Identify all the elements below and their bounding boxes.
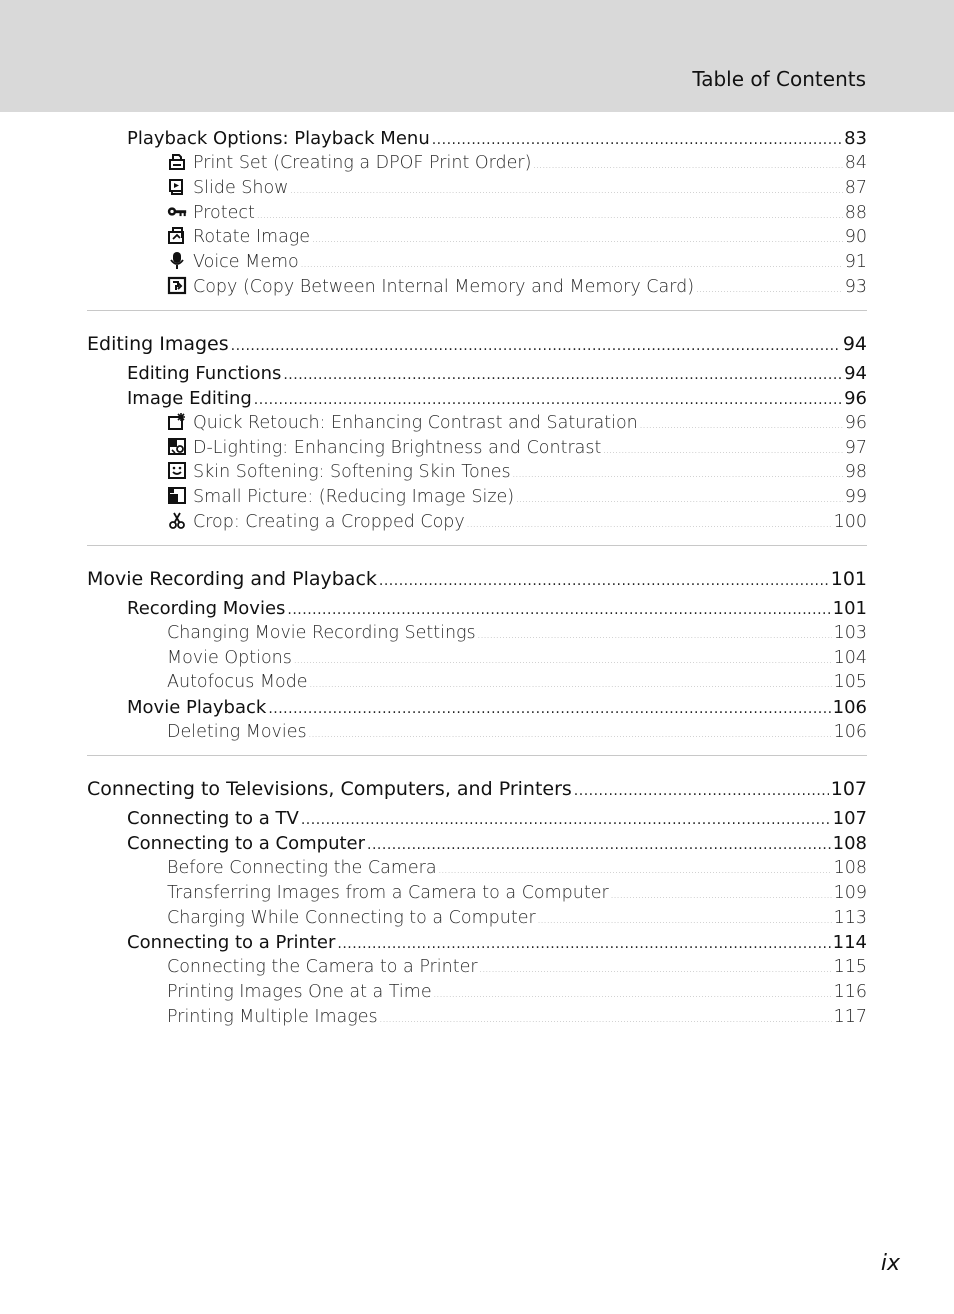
toc-entry-small-picture-reducing-image-size[interactable] xyxy=(167,485,867,510)
toc-entry-label xyxy=(127,831,365,856)
dot-leader xyxy=(538,909,832,934)
toc-entry-quick-retouch-enhancing-contrast-and-saturation[interactable] xyxy=(167,411,867,436)
dot-leader xyxy=(696,278,843,303)
dot-leader xyxy=(337,932,830,957)
toc-entry-label xyxy=(167,225,310,250)
toc-entry-text: Connecting to a Computer xyxy=(127,832,366,854)
toc-entry-movie-playback[interactable] xyxy=(127,695,867,720)
toc-entry-page: 104 xyxy=(833,647,867,668)
dot-leader xyxy=(310,673,832,698)
toc-entry-page: 99 xyxy=(844,487,867,508)
toc-entry-label xyxy=(87,774,572,804)
toc-entry-label xyxy=(127,930,335,955)
toc-entry-label xyxy=(167,621,476,646)
toc-entry-d-lighting-enhancing-brightness-and-contrast[interactable] xyxy=(167,436,867,461)
page-header xyxy=(0,0,954,112)
dot-leader xyxy=(379,566,829,596)
toc-entry-label xyxy=(167,250,299,275)
toc-entry-label xyxy=(87,564,377,594)
toc-entry-label xyxy=(167,411,638,436)
skin-softening-icon xyxy=(167,461,187,480)
toc-entry-text: Print Set (Creating a DPOF Print Order) xyxy=(193,153,532,173)
toc-entry-changing-movie-recording-settings[interactable] xyxy=(167,621,867,646)
toc-entry-text: Deleting Movies xyxy=(167,722,307,743)
dot-leader xyxy=(467,513,832,538)
toc-entry-page: 114 xyxy=(832,932,867,954)
toc-entry-page: 108 xyxy=(833,857,867,878)
toc-entry-label xyxy=(167,201,255,226)
toc-entry-page: 84 xyxy=(844,153,867,173)
d-lighting-icon xyxy=(167,437,187,456)
toc-entry-text: Autofocus Mode xyxy=(167,672,308,693)
toc-entry-page: 97 xyxy=(844,437,867,458)
toc-entry-label xyxy=(127,596,285,621)
toc-entry-text: Connecting to a Printer xyxy=(127,932,336,954)
dot-leader xyxy=(257,204,843,229)
toc-entry-page: 83 xyxy=(844,128,867,149)
toc-entry-slide-show[interactable] xyxy=(167,176,867,201)
toc-entry-text: Quick Retouch: Enhancing Contrast and Saturation xyxy=(193,412,638,433)
toc-entry-transferring-images-from-a-camera-to-a-computer[interactable] xyxy=(167,881,867,906)
toc-entry-connecting-to-a-printer[interactable] xyxy=(127,930,867,955)
dot-leader xyxy=(287,598,830,623)
toc-entry-page: 107 xyxy=(832,807,867,829)
toc-entry-label xyxy=(127,386,252,411)
dot-leader xyxy=(640,414,843,439)
toc-entry-page: 91 xyxy=(844,252,867,273)
toc-entry-label xyxy=(167,906,536,931)
toc-entry-text: Before Connecting the Camera xyxy=(167,857,437,878)
toc-entry-text: Copy (Copy Between Internal Memory and Memory Card) xyxy=(193,276,695,297)
toc-entry-page: 88 xyxy=(844,202,867,223)
header-title: Table of Contents xyxy=(692,67,866,91)
toc-entry-connecting-to-a-computer[interactable] xyxy=(127,831,867,856)
toc-entry-label xyxy=(127,806,299,831)
dot-leader xyxy=(478,624,832,649)
toc-entry-text: Printing Images One at a Time xyxy=(167,982,432,1003)
toc-entry-text: Editing Images xyxy=(87,332,229,355)
toc-entry-text: Connecting to a TV xyxy=(127,807,299,829)
dot-leader xyxy=(434,983,832,1008)
toc-entry-printing-images-one-at-a-time[interactable] xyxy=(167,980,867,1005)
toc-entry-text: Small Picture: (Reducing Image Size) xyxy=(193,487,515,508)
toc-entry-label xyxy=(167,646,292,671)
toc-entry-label xyxy=(167,436,601,461)
small-picture-icon xyxy=(167,486,187,505)
toc-entry-connecting-to-televisions-computers-and-printers[interactable] xyxy=(87,774,867,804)
toc-entry-text: Skin Softening: Softening Skin Tones xyxy=(193,462,511,483)
dot-leader xyxy=(367,833,831,858)
dot-leader xyxy=(309,723,832,748)
toc-entry-page: 106 xyxy=(833,722,867,743)
copy-icon xyxy=(167,276,187,295)
toc-entry-label xyxy=(87,329,229,359)
toc-entry-editing-images[interactable] xyxy=(87,329,867,359)
toc-entry-page: 106 xyxy=(832,697,867,719)
dot-leader xyxy=(291,179,843,204)
rotate-image-icon xyxy=(167,226,187,245)
toc-entry-text: Protect xyxy=(193,202,255,223)
toc-entry-connecting-to-a-tv[interactable] xyxy=(127,806,867,831)
toc-entry-page: 96 xyxy=(844,387,867,409)
dot-leader xyxy=(380,1008,832,1033)
toc-entry-text: Connecting the Camera to a Printer xyxy=(167,957,478,978)
dot-leader xyxy=(268,697,830,722)
toc-entry-text: Crop: Creating a Cropped Copy xyxy=(193,511,465,532)
toc-entry-label xyxy=(167,980,432,1005)
toc-entry-page: 109 xyxy=(833,882,867,903)
toc-entry-label xyxy=(167,176,289,201)
toc-entry-text: Movie Playback xyxy=(127,697,267,719)
toc-entry-page: 113 xyxy=(833,907,867,928)
toc-entry-text: Recording Movies xyxy=(127,597,286,619)
toc-entry-page: 115 xyxy=(833,957,867,978)
toc-entry-page: 98 xyxy=(844,462,867,483)
toc-entry-page: 105 xyxy=(833,672,867,693)
toc-entry-text: Connecting to Televisions, Computers, and Printers xyxy=(87,777,572,800)
dot-leader xyxy=(283,363,842,388)
toc-entry-label xyxy=(167,955,478,980)
toc-entry-movie-options[interactable] xyxy=(167,646,867,671)
toc-entry-label xyxy=(167,881,609,906)
toc-entry-text: Charging While Connecting to a Computer xyxy=(167,907,536,928)
toc-entry-text: Image Editing xyxy=(127,387,252,409)
dot-leader xyxy=(516,488,843,513)
toc-entry-before-connecting-the-camera[interactable] xyxy=(167,856,867,881)
toc-entry-label xyxy=(127,695,266,720)
dot-leader xyxy=(574,776,829,806)
toc-entry-text: D-Lighting: Enhancing Brightness and Contrast xyxy=(193,437,602,458)
toc-entry-skin-softening-softening-skin-tones[interactable] xyxy=(167,460,867,485)
dot-leader xyxy=(603,439,842,464)
quick-retouch-icon xyxy=(167,412,187,431)
toc-entry-recording-movies[interactable] xyxy=(127,596,867,621)
dot-leader xyxy=(301,808,831,833)
dot-leader xyxy=(513,463,843,488)
toc-entry-playback-options-playback-menu[interactable] xyxy=(127,126,867,151)
toc-entry-text: Editing Functions xyxy=(127,362,282,384)
table-of-contents xyxy=(87,126,867,1030)
toc-entry-page: 100 xyxy=(833,511,867,532)
toc-entry-label xyxy=(167,485,514,510)
page-number: ix xyxy=(880,1251,900,1276)
toc-entry-crop-creating-a-cropped-copy[interactable] xyxy=(167,510,867,535)
toc-entry-voice-memo[interactable] xyxy=(167,250,867,275)
toc-entry-page: 116 xyxy=(833,982,867,1003)
toc-entry-print-set-creating-a-dpof-print-order[interactable] xyxy=(167,151,867,176)
toc-entry-page: 108 xyxy=(832,832,867,854)
voice-memo-icon xyxy=(167,251,187,270)
dot-leader xyxy=(432,128,842,153)
toc-entry-editing-functions[interactable] xyxy=(127,361,867,386)
dot-leader xyxy=(294,649,832,674)
toc-entry-page: 117 xyxy=(833,1006,867,1027)
crop-scissors-icon xyxy=(167,511,187,530)
toc-entry-charging-while-connecting-to-a-computer[interactable] xyxy=(167,906,867,931)
toc-entry-protect[interactable] xyxy=(167,201,867,226)
toc-entry-label xyxy=(167,670,308,695)
toc-entry-label xyxy=(127,361,281,386)
toc-entry-text: Changing Movie Recording Settings xyxy=(167,622,476,643)
toc-entry-image-editing[interactable] xyxy=(127,386,867,411)
toc-entry-deleting-movies[interactable] xyxy=(167,720,867,745)
dot-leader xyxy=(254,388,842,413)
toc-entry-text: Rotate Image xyxy=(193,227,311,248)
slide-show-icon xyxy=(167,177,187,196)
toc-entry-page: 103 xyxy=(833,622,867,643)
toc-entry-label xyxy=(167,1005,378,1030)
dot-leader xyxy=(533,154,842,179)
toc-entry-text: Movie Options xyxy=(167,647,292,668)
toc-entry-page: 101 xyxy=(832,597,867,619)
toc-entry-text: Movie Recording and Playback xyxy=(87,567,377,590)
toc-entry-connecting-the-camera-to-a-printer[interactable] xyxy=(167,955,867,980)
dot-leader xyxy=(312,228,843,253)
toc-entry-page: 101 xyxy=(830,567,867,590)
dot-leader xyxy=(480,958,832,983)
toc-entry-text: Voice Memo xyxy=(193,252,299,273)
toc-entry-rotate-image[interactable] xyxy=(167,225,867,250)
toc-entry-printing-multiple-images[interactable] xyxy=(167,1005,867,1030)
toc-entry-page: 94 xyxy=(844,362,867,384)
toc-entry-page: 107 xyxy=(830,777,867,800)
toc-entry-text: Playback Options: Playback Menu xyxy=(127,128,430,149)
toc-entry-page: 90 xyxy=(844,227,867,248)
toc-entry-autofocus-mode[interactable] xyxy=(167,670,867,695)
print-set-icon xyxy=(167,152,187,171)
toc-entry-text: Printing Multiple Images xyxy=(167,1006,378,1027)
toc-entry-page: 96 xyxy=(844,412,867,433)
toc-entry-label xyxy=(167,510,465,535)
toc-entry-page: 94 xyxy=(842,332,867,355)
toc-entry-text: Slide Show xyxy=(193,177,289,198)
protect-key-icon xyxy=(167,202,187,221)
toc-entry-page: 87 xyxy=(844,177,867,198)
toc-entry-label xyxy=(167,151,531,176)
toc-entry-text: Transferring Images from a Camera to a Computer xyxy=(167,882,609,903)
toc-entry-label xyxy=(167,460,511,485)
toc-entry-page: 93 xyxy=(844,276,867,297)
dot-leader xyxy=(611,884,832,909)
toc-entry-label xyxy=(167,275,694,300)
toc-entry-label xyxy=(167,720,307,745)
dot-leader xyxy=(231,331,841,361)
toc-entry-movie-recording-and-playback[interactable] xyxy=(87,564,867,594)
toc-entry-label xyxy=(127,126,430,151)
toc-entry-label xyxy=(167,856,437,881)
toc-entry-copy-copy-between-internal-memory-and-memory-card[interactable] xyxy=(167,275,867,300)
